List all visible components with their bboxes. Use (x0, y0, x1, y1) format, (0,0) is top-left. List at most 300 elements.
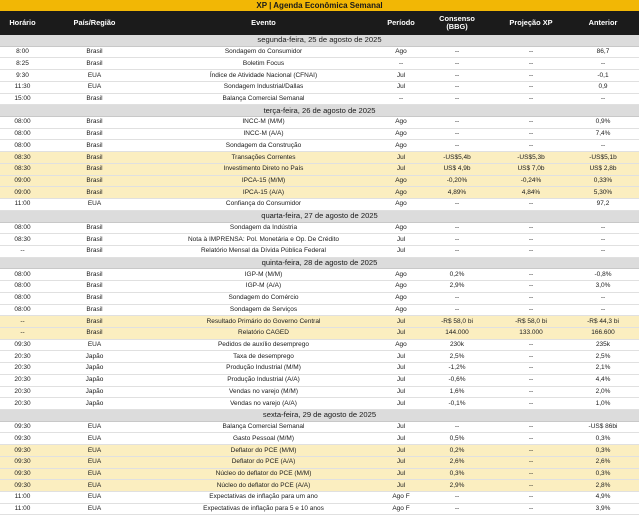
cell-anterior: -US$5,1b (567, 152, 639, 164)
cell-consenso: -- (419, 222, 495, 234)
cell-anterior: 0,9 (567, 81, 639, 93)
cell-consenso: 0,2% (419, 445, 495, 457)
cell-evento: Confiança do Consumidor (144, 199, 383, 211)
header-horario: Horário (9, 18, 36, 27)
cell-anterior: -R$ 44,3 bi (567, 316, 639, 328)
cell-projecao: -- (495, 374, 567, 386)
cell-evento: IPCA-15 (A/A) (144, 187, 383, 199)
cell-anterior: 4,4% (567, 374, 639, 386)
cell-anterior: -- (567, 93, 639, 105)
table-row (0, 456, 639, 468)
cell-consenso: -0,20% (419, 175, 495, 187)
cell-consenso: -- (419, 245, 495, 257)
cell-evento: Relatório Mensal da Dívida Pública Federal (144, 245, 383, 257)
cell-anterior: 97,2 (567, 199, 639, 211)
cell-anterior: 3,9% (567, 503, 639, 515)
day-label: segunda-feira, 25 de agosto de 2025 (0, 35, 639, 46)
table-row (0, 175, 639, 187)
table-row (0, 316, 639, 328)
cell-consenso: -0,6% (419, 374, 495, 386)
day-header-row (0, 257, 639, 269)
cell-horario: 20:30 (0, 374, 45, 386)
day-header-row (0, 105, 639, 117)
cell-consenso: 0,2% (419, 269, 495, 281)
cell-projecao: -- (495, 70, 567, 82)
cell-horario: 8:00 (0, 46, 45, 58)
cell-pais: Brasil (45, 163, 144, 175)
cell-anterior: 0,3% (567, 468, 639, 480)
cell-horario: 09:00 (0, 187, 45, 199)
cell-pais: EUA (45, 445, 144, 457)
cell-horario: 09:30 (0, 456, 45, 468)
table-row (0, 163, 639, 175)
cell-anterior: 2,5% (567, 351, 639, 363)
cell-horario: -- (0, 316, 45, 328)
cell-pais: Brasil (45, 187, 144, 199)
header-consenso: Consenso (BBG) (439, 14, 475, 31)
cell-anterior: 2,1% (567, 363, 639, 375)
cell-periodo: Jul (383, 327, 419, 339)
cell-projecao: -- (495, 363, 567, 375)
cell-periodo: Jul (383, 445, 419, 457)
table-row (0, 46, 639, 58)
cell-evento: Índice de Atividade Nacional (CFNAI) (144, 70, 383, 82)
cell-consenso: -US$5,4b (419, 152, 495, 164)
cell-projecao: -- (495, 93, 567, 105)
cell-anterior: -US$ 86bi (567, 421, 639, 433)
cell-consenso: 2,5% (419, 351, 495, 363)
cell-consenso: 144.000 (419, 327, 495, 339)
cell-projecao: US$ 7,0b (495, 163, 567, 175)
cell-horario: 9:30 (0, 70, 45, 82)
cell-horario: 08:00 (0, 304, 45, 316)
cell-pais: Brasil (45, 304, 144, 316)
cell-evento: Produção Industrial (M/M) (144, 363, 383, 375)
cell-horario: 11:00 (0, 199, 45, 211)
cell-evento: IGP-M (A/A) (144, 281, 383, 293)
cell-evento: Balança Comercial Semanal (144, 93, 383, 105)
cell-horario: 11:00 (0, 503, 45, 515)
cell-pais: Brasil (45, 245, 144, 257)
cell-projecao: -- (495, 281, 567, 293)
cell-projecao: -- (495, 351, 567, 363)
cell-evento: Sondagem da Indústria (144, 222, 383, 234)
cell-consenso: -- (419, 93, 495, 105)
table-row (0, 492, 639, 504)
table-row (0, 503, 639, 515)
table-row (0, 327, 639, 339)
cell-horario: 08:30 (0, 152, 45, 164)
cell-horario: 09:30 (0, 339, 45, 351)
cell-consenso: -- (419, 81, 495, 93)
cell-consenso: 230k (419, 339, 495, 351)
table-row (0, 433, 639, 445)
header-evento: Evento (251, 18, 276, 27)
cell-projecao: -- (495, 456, 567, 468)
cell-pais: EUA (45, 503, 144, 515)
table-row (0, 245, 639, 257)
cell-pais: EUA (45, 339, 144, 351)
cell-projecao: -- (495, 503, 567, 515)
cell-periodo: Ago (383, 199, 419, 211)
cell-periodo: Jul (383, 81, 419, 93)
day-label: quarta-feira, 27 de agosto de 2025 (0, 210, 639, 222)
cell-projecao: -- (495, 304, 567, 316)
cell-horario: 08:00 (0, 281, 45, 293)
cell-anterior: -- (567, 222, 639, 234)
cell-pais: Brasil (45, 327, 144, 339)
cell-evento: Deflator do PCE (M/M) (144, 445, 383, 457)
table-row (0, 398, 639, 410)
cell-anterior: 0,3% (567, 433, 639, 445)
cell-anterior: 2,8% (567, 480, 639, 492)
cell-consenso: -- (419, 140, 495, 152)
cell-pais: EUA (45, 70, 144, 82)
cell-horario: 20:30 (0, 386, 45, 398)
cell-pais: EUA (45, 421, 144, 433)
table-row (0, 93, 639, 105)
cell-horario: 08:00 (0, 140, 45, 152)
table-row (0, 117, 639, 129)
column-header-bar (0, 11, 639, 35)
table-row (0, 421, 639, 433)
cell-consenso: -- (419, 70, 495, 82)
cell-anterior: -0,1 (567, 70, 639, 82)
cell-evento: Expectativas de inflação para um ano (144, 492, 383, 504)
cell-periodo: Ago (383, 222, 419, 234)
cell-evento: Balança Comercial Semanal (144, 421, 383, 433)
cell-pais: Brasil (45, 269, 144, 281)
cell-evento: Resultado Primário do Governo Central (144, 316, 383, 328)
cell-evento: Transações Correntes (144, 152, 383, 164)
table-row (0, 468, 639, 480)
cell-evento: Relatório CAGED (144, 327, 383, 339)
cell-periodo: Ago F (383, 492, 419, 504)
cell-consenso: 2,9% (419, 480, 495, 492)
cell-consenso: -- (419, 199, 495, 211)
cell-evento: INCC-M (M/M) (144, 117, 383, 129)
cell-periodo: Ago (383, 140, 419, 152)
cell-horario: 11:30 (0, 81, 45, 93)
cell-projecao: -- (495, 339, 567, 351)
cell-periodo: Jul (383, 398, 419, 410)
day-header-row (0, 35, 639, 46)
table-row (0, 374, 639, 386)
cell-periodo: Ago (383, 175, 419, 187)
cell-evento: INCC-M (A/A) (144, 128, 383, 140)
table-row (0, 363, 639, 375)
table-row (0, 199, 639, 211)
table-row (0, 58, 639, 70)
cell-projecao: -- (495, 445, 567, 457)
cell-projecao: -- (495, 492, 567, 504)
cell-evento: Expectativas de inflação para 5 e 10 anos (144, 503, 383, 515)
cell-pais: Brasil (45, 58, 144, 70)
cell-projecao: -- (495, 234, 567, 246)
cell-anterior: -0,8% (567, 269, 639, 281)
cell-evento: Boletim Focus (144, 58, 383, 70)
cell-pais: Brasil (45, 152, 144, 164)
cell-pais: Brasil (45, 140, 144, 152)
cell-periodo: -- (383, 93, 419, 105)
cell-pais: Brasil (45, 175, 144, 187)
cell-horario: 08:00 (0, 269, 45, 281)
cell-consenso: -- (419, 503, 495, 515)
table-row (0, 351, 639, 363)
cell-consenso: 0,3% (419, 468, 495, 480)
cell-pais: EUA (45, 480, 144, 492)
cell-horario: 09:30 (0, 433, 45, 445)
table-row (0, 292, 639, 304)
header-pais: País/Região (73, 18, 116, 27)
cell-consenso: -0,1% (419, 398, 495, 410)
cell-anterior: -- (567, 140, 639, 152)
cell-horario: 09:30 (0, 468, 45, 480)
cell-anterior: -- (567, 234, 639, 246)
cell-anterior: 4,9% (567, 492, 639, 504)
cell-periodo: Jul (383, 480, 419, 492)
cell-periodo: Ago (383, 46, 419, 58)
cell-pais: EUA (45, 456, 144, 468)
day-header-row (0, 210, 639, 222)
cell-projecao: -- (495, 199, 567, 211)
header-periodo: Período (387, 18, 415, 27)
cell-projecao: -- (495, 58, 567, 70)
cell-periodo: Jul (383, 351, 419, 363)
cell-consenso: US$ 4,9b (419, 163, 495, 175)
cell-horario: -- (0, 327, 45, 339)
cell-pais: EUA (45, 433, 144, 445)
day-label: quinta-feira, 28 de agosto de 2025 (0, 257, 639, 269)
cell-anterior: 2,6% (567, 456, 639, 468)
cell-periodo: Jul (383, 245, 419, 257)
cell-anterior: 7,4% (567, 128, 639, 140)
day-label: terça-feira, 26 de agosto de 2025 (0, 105, 639, 117)
cell-pais: Brasil (45, 281, 144, 293)
cell-evento: Gasto Pessoal (M/M) (144, 433, 383, 445)
cell-horario: 20:30 (0, 398, 45, 410)
cell-anterior: 0,3% (567, 445, 639, 457)
cell-evento: IPCA-15 (M/M) (144, 175, 383, 187)
cell-pais: Brasil (45, 234, 144, 246)
cell-anterior: US$ 2,8b (567, 163, 639, 175)
day-label: sexta-feira, 29 de agosto de 2025 (0, 410, 639, 422)
cell-evento: Sondagem da Construção (144, 140, 383, 152)
table-row (0, 152, 639, 164)
header-anterior: Anterior (588, 18, 618, 27)
cell-horario: 20:30 (0, 351, 45, 363)
table-row (0, 234, 639, 246)
cell-projecao: -US$5,3b (495, 152, 567, 164)
cell-evento: Taxa de desemprego (144, 351, 383, 363)
cell-projecao: -R$ 58,0 bi (495, 316, 567, 328)
cell-evento: IGP-M (M/M) (144, 269, 383, 281)
cell-anterior: 0,33% (567, 175, 639, 187)
cell-consenso: -- (419, 292, 495, 304)
cell-pais: EUA (45, 81, 144, 93)
table-row (0, 222, 639, 234)
cell-consenso: 0,5% (419, 433, 495, 445)
cell-horario: 08:00 (0, 292, 45, 304)
cell-periodo: Ago (383, 117, 419, 129)
cell-evento: Produção Industrial (A/A) (144, 374, 383, 386)
cell-anterior: 5,30% (567, 187, 639, 199)
cell-horario: 08:00 (0, 117, 45, 129)
table-row (0, 281, 639, 293)
cell-projecao: 133.000 (495, 327, 567, 339)
header-projecao: Projeção XP (509, 18, 553, 27)
cell-projecao: -- (495, 269, 567, 281)
cell-horario: 09:30 (0, 445, 45, 457)
cell-periodo: Jul (383, 374, 419, 386)
cell-pais: EUA (45, 492, 144, 504)
cell-pais: Brasil (45, 46, 144, 58)
cell-projecao: -0,24% (495, 175, 567, 187)
cell-periodo: Ago F (383, 503, 419, 515)
cell-pais: Brasil (45, 128, 144, 140)
cell-pais: EUA (45, 199, 144, 211)
cell-projecao: -- (495, 222, 567, 234)
table-row (0, 81, 639, 93)
cell-projecao: -- (495, 433, 567, 445)
cell-pais: Japão (45, 386, 144, 398)
cell-periodo: Ago (383, 292, 419, 304)
cell-periodo: Jul (383, 421, 419, 433)
cell-periodo: Jul (383, 234, 419, 246)
table-row (0, 140, 639, 152)
day-header-row (0, 410, 639, 422)
cell-pais: Brasil (45, 117, 144, 129)
table-row (0, 304, 639, 316)
cell-horario: 09:30 (0, 421, 45, 433)
cell-consenso: 4,89% (419, 187, 495, 199)
cell-periodo: Jul (383, 386, 419, 398)
cell-evento: Sondagem Industrial/Dallas (144, 81, 383, 93)
table-row (0, 339, 639, 351)
cell-anterior: 235k (567, 339, 639, 351)
table-row (0, 480, 639, 492)
cell-horario: 08:30 (0, 163, 45, 175)
cell-horario: 09:30 (0, 480, 45, 492)
cell-anterior: 0,9% (567, 117, 639, 129)
cell-consenso: -- (419, 128, 495, 140)
cell-horario: 08:00 (0, 128, 45, 140)
cell-evento: Núcleo do deflator do PCE (M/M) (144, 468, 383, 480)
table-row (0, 128, 639, 140)
cell-consenso: -- (419, 304, 495, 316)
cell-periodo: Ago (383, 281, 419, 293)
cell-anterior: 2,0% (567, 386, 639, 398)
cell-evento: Vendas no varejo (M/M) (144, 386, 383, 398)
cell-pais: EUA (45, 468, 144, 480)
table-row (0, 269, 639, 281)
cell-periodo: Jul (383, 363, 419, 375)
cell-projecao: -- (495, 398, 567, 410)
cell-evento: Pedidos de auxílio desemprego (144, 339, 383, 351)
cell-horario: -- (0, 245, 45, 257)
cell-periodo: Ago (383, 187, 419, 199)
cell-horario: 8:25 (0, 58, 45, 70)
cell-projecao: -- (495, 292, 567, 304)
cell-pais: Brasil (45, 222, 144, 234)
cell-projecao: -- (495, 386, 567, 398)
cell-horario: 08:30 (0, 234, 45, 246)
cell-pais: Brasil (45, 93, 144, 105)
cell-periodo: Jul (383, 433, 419, 445)
cell-anterior: -- (567, 245, 639, 257)
cell-horario: 20:30 (0, 363, 45, 375)
cell-periodo: Jul (383, 456, 419, 468)
cell-evento: Vendas no varejo (A/A) (144, 398, 383, 410)
cell-pais: Japão (45, 374, 144, 386)
cell-consenso: 2,9% (419, 281, 495, 293)
cell-evento: Sondagem de Serviços (144, 304, 383, 316)
cell-projecao: -- (495, 245, 567, 257)
cell-horario: 08:00 (0, 222, 45, 234)
cell-pais: Brasil (45, 316, 144, 328)
cell-consenso: -- (419, 58, 495, 70)
cell-anterior: 86,7 (567, 46, 639, 58)
cell-consenso: 2,6% (419, 456, 495, 468)
cell-projecao: -- (495, 128, 567, 140)
cell-consenso: -- (419, 234, 495, 246)
table-row (0, 445, 639, 457)
cell-anterior: -- (567, 58, 639, 70)
cell-pais: Japão (45, 398, 144, 410)
table-row (0, 70, 639, 82)
cell-consenso: -R$ 58,0 bi (419, 316, 495, 328)
cell-pais: Japão (45, 363, 144, 375)
cell-evento: Sondagem do Consumidor (144, 46, 383, 58)
cell-periodo: Jul (383, 152, 419, 164)
cell-projecao: -- (495, 81, 567, 93)
cell-horario: 11:00 (0, 492, 45, 504)
cell-projecao: -- (495, 117, 567, 129)
cell-periodo: Ago (383, 304, 419, 316)
agenda-title: XP | Agenda Econômica Semanal (0, 0, 639, 11)
cell-consenso: 1,6% (419, 386, 495, 398)
cell-anterior: 1,0% (567, 398, 639, 410)
cell-periodo: Jul (383, 163, 419, 175)
cell-periodo: Jul (383, 316, 419, 328)
cell-periodo: Ago (383, 339, 419, 351)
cell-consenso: -- (419, 492, 495, 504)
table-row (0, 386, 639, 398)
agenda-table (0, 35, 639, 515)
cell-projecao: -- (495, 46, 567, 58)
cell-horario: 15:00 (0, 93, 45, 105)
cell-periodo: -- (383, 58, 419, 70)
cell-projecao: -- (495, 468, 567, 480)
cell-horario: 09:00 (0, 175, 45, 187)
cell-consenso: -- (419, 117, 495, 129)
cell-projecao: -- (495, 480, 567, 492)
cell-evento: Investimento Direto no País (144, 163, 383, 175)
cell-projecao: -- (495, 421, 567, 433)
cell-periodo: Jul (383, 70, 419, 82)
cell-evento: Nota à IMPRENSA: Pol. Monetária e Op. De Crédito (144, 234, 383, 246)
cell-anterior: -- (567, 292, 639, 304)
cell-periodo: Jul (383, 468, 419, 480)
table-row (0, 187, 639, 199)
cell-anterior: 3,0% (567, 281, 639, 293)
cell-periodo: Ago (383, 128, 419, 140)
cell-evento: Deflator do PCE (A/A) (144, 456, 383, 468)
cell-anterior: 166.600 (567, 327, 639, 339)
cell-projecao: -- (495, 140, 567, 152)
cell-evento: Núcleo do deflator do PCE (A/A) (144, 480, 383, 492)
cell-consenso: -- (419, 46, 495, 58)
